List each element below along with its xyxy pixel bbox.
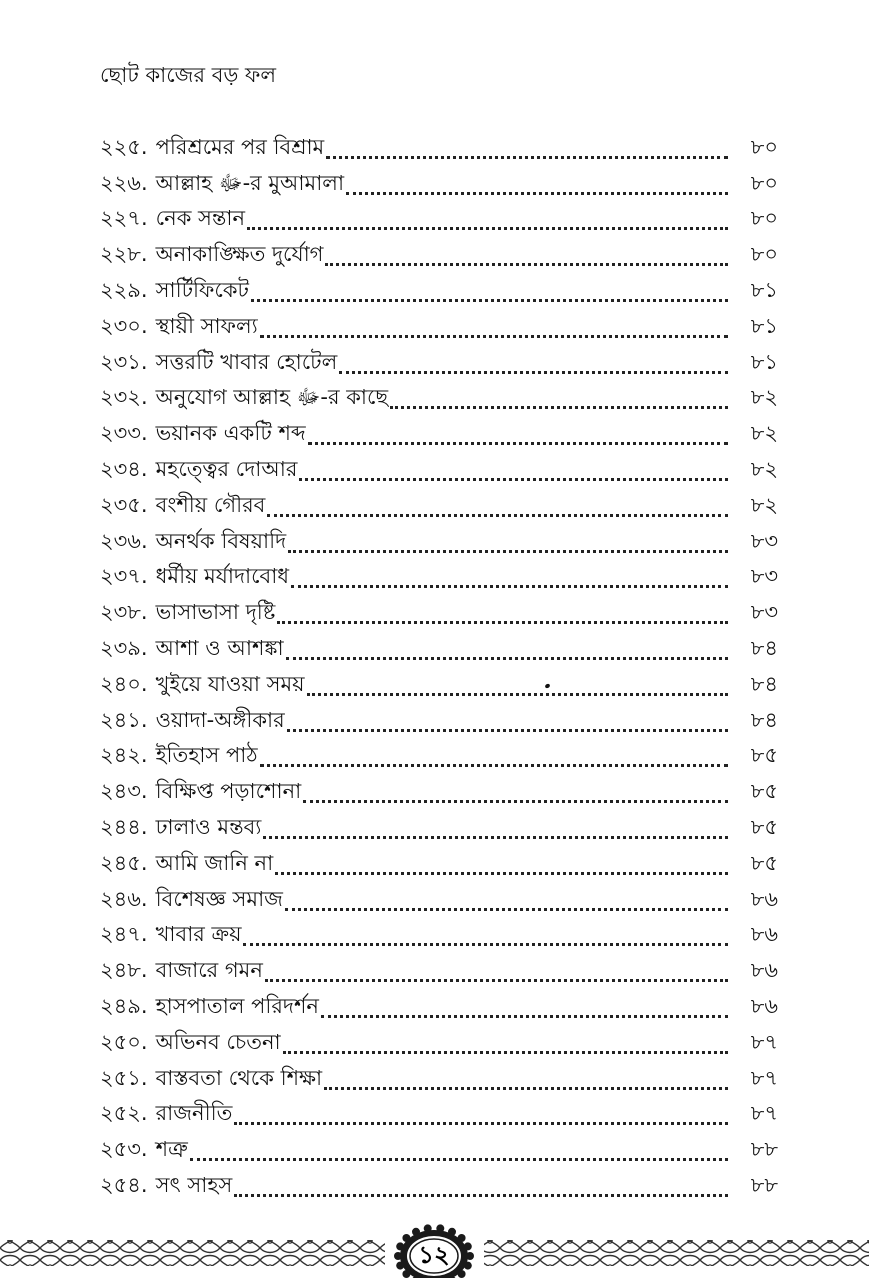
toc-entry-page: ৮৮ [750, 1172, 778, 1197]
toc-entry-number: ২৫৪. [100, 1172, 148, 1197]
toc-entry [100, 555, 778, 591]
toc-entry [100, 662, 778, 698]
toc-entry-number: ২২৮. [100, 242, 148, 267]
toc-entry-number: ২৩০. [100, 313, 148, 338]
toc-entry [100, 483, 778, 519]
toc-entry [100, 769, 778, 805]
toc-entry-title: স্থায়ী সাফল্য [155, 313, 258, 338]
toc-entry-page: ৮৭ [750, 1029, 778, 1054]
toc-entry [100, 411, 778, 447]
toc-entry-number: ২৪০. [100, 671, 148, 696]
running-title: ছোট কাজের বড় ফল [100, 63, 277, 87]
toc-entry-number: ২৪৫. [100, 850, 148, 875]
toc-entry-number: ২৪২. [100, 743, 148, 768]
dot-leader [275, 872, 728, 875]
toc-entry-page: ৮৭ [750, 1065, 778, 1090]
toc-entry-page: ৮০ [750, 242, 778, 267]
dot-leader [283, 1051, 728, 1054]
toc-entry-number: ২৩২. [100, 385, 148, 410]
toc-entry-number: ২২৯. [100, 277, 148, 302]
toc-entry-title: হাসপাতাল পরিদর্শন [155, 993, 319, 1018]
toc-entry [100, 913, 778, 949]
toc-entry-title: শত্রু [155, 1137, 188, 1162]
dot-leader [303, 800, 728, 803]
toc-entry-title: আমি জানি না [155, 850, 274, 875]
toc-entry-number: ২২৭. [100, 206, 148, 231]
toc-entry-title: অনুযোগ আল্লাহ ﷻ-র কাছে [155, 385, 389, 410]
toc-entry-page: ৮৪ [750, 707, 778, 732]
toc-entry [100, 1020, 778, 1056]
toc-entry-title: খাবার ক্রয় [155, 922, 242, 947]
toc-entry-page: ৮৫ [750, 850, 778, 875]
toc-entry-page: ৮২ [750, 421, 778, 446]
toc-entry-page: ৮৫ [750, 814, 778, 839]
toc-entry-title: অনর্থক বিষয়াদি [155, 528, 287, 553]
toc-entry [100, 590, 778, 626]
toc-entry-title: নেক সন্তান [155, 206, 246, 231]
dot-leader [251, 299, 728, 302]
toc-entry-number: ২৩৫. [100, 492, 148, 517]
toc-entry-number: ২৪৪. [100, 814, 148, 839]
dot-leader [190, 1158, 728, 1161]
toc-entry-title: ঢালাও মন্তব্য [155, 814, 262, 839]
toc-entry [100, 626, 778, 662]
toc-entry-title: আল্লাহ ﷻ-র মুআমালা [155, 170, 345, 195]
toc-entry-page: ৮১ [750, 313, 778, 338]
dot-leader [234, 1194, 728, 1197]
toc-entry-title: সৎ সাহস [155, 1172, 233, 1197]
dot-leader [308, 442, 728, 445]
toc-entry-title: সত্তরটি খাবার হোটেল [155, 349, 338, 374]
toc-entry [100, 232, 778, 268]
toc-entry-number: ২৩৭. [100, 564, 148, 589]
dot-leader [325, 263, 728, 266]
dot-leader [285, 908, 728, 911]
toc-entry [100, 304, 778, 340]
toc-entry [100, 841, 778, 877]
page-number: ১২ [418, 1241, 450, 1269]
toc-entry [100, 340, 778, 376]
dot-leader [339, 371, 728, 374]
dot-leader [299, 478, 728, 481]
toc-entry-title: বিশেষজ্ঞ সমাজ [155, 886, 283, 911]
toc-entry-title: রাজনীতি [155, 1101, 233, 1126]
toc-entry-title: ইতিহাস পাঠ [155, 743, 258, 768]
toc-entry-number: ২৫১. [100, 1065, 148, 1090]
toc-entry-title: মহত্ত্বের দোআর [155, 456, 298, 481]
toc-entry-number: ২৩১. [100, 349, 148, 374]
toc-entry-page: ৮৪ [750, 671, 778, 696]
toc-entry-title: ওয়াদা-অঙ্গীকার [155, 707, 285, 732]
toc-entry-title: আশা ও আশঙ্কা [155, 635, 284, 660]
toc-entry-title: বংশীয় গৌরব [155, 492, 266, 517]
dot-leader [287, 729, 728, 732]
toc-entry-page: ৮৮ [750, 1137, 778, 1162]
dot-leader [260, 335, 728, 338]
table-of-contents [100, 125, 778, 1199]
toc-entry-number: ২৩৬. [100, 528, 148, 553]
toc-entry-number: ২৪৮. [100, 958, 148, 983]
toc-entry-number: ২২৬. [100, 170, 148, 195]
toc-entry-title: ভাসাভাসা দৃষ্টি [155, 600, 276, 625]
toc-entry [100, 197, 778, 233]
toc-entry-title: খুইয়ে যাওয়া সময় [155, 671, 305, 696]
toc-entry [100, 125, 778, 161]
dot-leader [247, 227, 728, 230]
toc-entry [100, 948, 778, 984]
toc-entry-page: ৮৬ [750, 886, 778, 911]
dot-leader [234, 1122, 728, 1125]
toc-entry-number: ২৩৯. [100, 635, 148, 660]
toc-entry-page: ৮৬ [750, 958, 778, 983]
toc-entry [100, 734, 778, 770]
toc-entry-page: ৮২ [750, 385, 778, 410]
toc-entry-page: ৮১ [750, 349, 778, 374]
toc-entry-number: ২২৫. [100, 134, 148, 159]
dot-leader [277, 621, 728, 624]
toc-entry-title: পরিশ্রমের পর বিশ্রাম [155, 134, 325, 159]
toc-entry-page: ৮৪ [750, 635, 778, 660]
dot-leader [288, 550, 728, 553]
dot-leader [265, 979, 728, 982]
toc-entry-title: ভয়ানক একটি শব্দ [155, 421, 306, 446]
toc-entry-title: অভিনব চেতনা [155, 1029, 281, 1054]
dot-leader [267, 514, 728, 517]
toc-entry-page: ৮৫ [750, 779, 778, 804]
toc-entry-number: ২৩৮. [100, 600, 148, 625]
dot-leader [291, 585, 728, 588]
toc-entry-number: ২৪৬. [100, 886, 148, 911]
toc-entry-number: ২৪৭. [100, 922, 148, 947]
dot-leader [286, 657, 728, 660]
toc-entry-number: ২৫২. [100, 1101, 148, 1126]
toc-entry-page: ৮২ [750, 492, 778, 517]
dot-leader [307, 693, 728, 696]
toc-entry-page: ৮১ [750, 277, 778, 302]
toc-entry-page: ৮৩ [750, 528, 778, 553]
toc-entry [100, 447, 778, 483]
toc-entry-number: ২৩৩. [100, 421, 148, 446]
toc-entry-number: ২৪৯. [100, 993, 148, 1018]
toc-entry [100, 984, 778, 1020]
toc-entry-title: অনাকাঙ্ক্ষিত দুর্যোগ [155, 242, 324, 267]
toc-entry [100, 805, 778, 841]
dot-leader [390, 406, 728, 409]
dot-leader [263, 836, 728, 839]
toc-entry-page: ৮৫ [750, 743, 778, 768]
toc-entry [100, 1163, 778, 1199]
toc-entry-page: ৮৭ [750, 1101, 778, 1126]
dot-leader [243, 943, 728, 946]
toc-entry-title: বাস্তবতা থেকে শিক্ষা [155, 1065, 323, 1090]
toc-entry-title: সার্টিফিকেট [155, 277, 249, 302]
toc-entry [100, 376, 778, 412]
toc-entry [100, 1092, 778, 1128]
toc-entry-page: ৮০ [750, 134, 778, 159]
toc-entry [100, 268, 778, 304]
toc-entry-page: ৮৩ [750, 564, 778, 589]
toc-entry-title: বাজারে গমন [155, 958, 263, 983]
toc-entry [100, 877, 778, 913]
toc-entry-number: ২৫৩. [100, 1137, 148, 1162]
toc-entry-page: ৮৬ [750, 993, 778, 1018]
dot-leader [346, 192, 728, 195]
toc-entry-number: ২৩৪. [100, 456, 148, 481]
toc-entry-title: বিক্ষিপ্ত পড়াশোনা [155, 779, 302, 804]
toc-entry-title: ধর্মীয় মর্যাদাবোধ [155, 564, 290, 589]
toc-entry [100, 1056, 778, 1092]
toc-entry-page: ৮৬ [750, 922, 778, 947]
toc-entry-page: ৮০ [750, 170, 778, 195]
toc-entry-page: ৮৩ [750, 600, 778, 625]
toc-entry-number: ২৫০. [100, 1029, 148, 1054]
dot-leader [326, 156, 728, 159]
toc-entry-number: ২৪৩. [100, 779, 148, 804]
toc-entry-number: ২৪১. [100, 707, 148, 732]
dot-leader [321, 1015, 728, 1018]
dot-leader [324, 1087, 728, 1090]
dot-leader [260, 764, 728, 767]
toc-entry-page: ৮২ [750, 456, 778, 481]
toc-entry [100, 519, 778, 555]
toc-entry-page: ৮০ [750, 206, 778, 231]
toc-entry [100, 1127, 778, 1163]
toc-entry [100, 161, 778, 197]
toc-entry [100, 698, 778, 734]
